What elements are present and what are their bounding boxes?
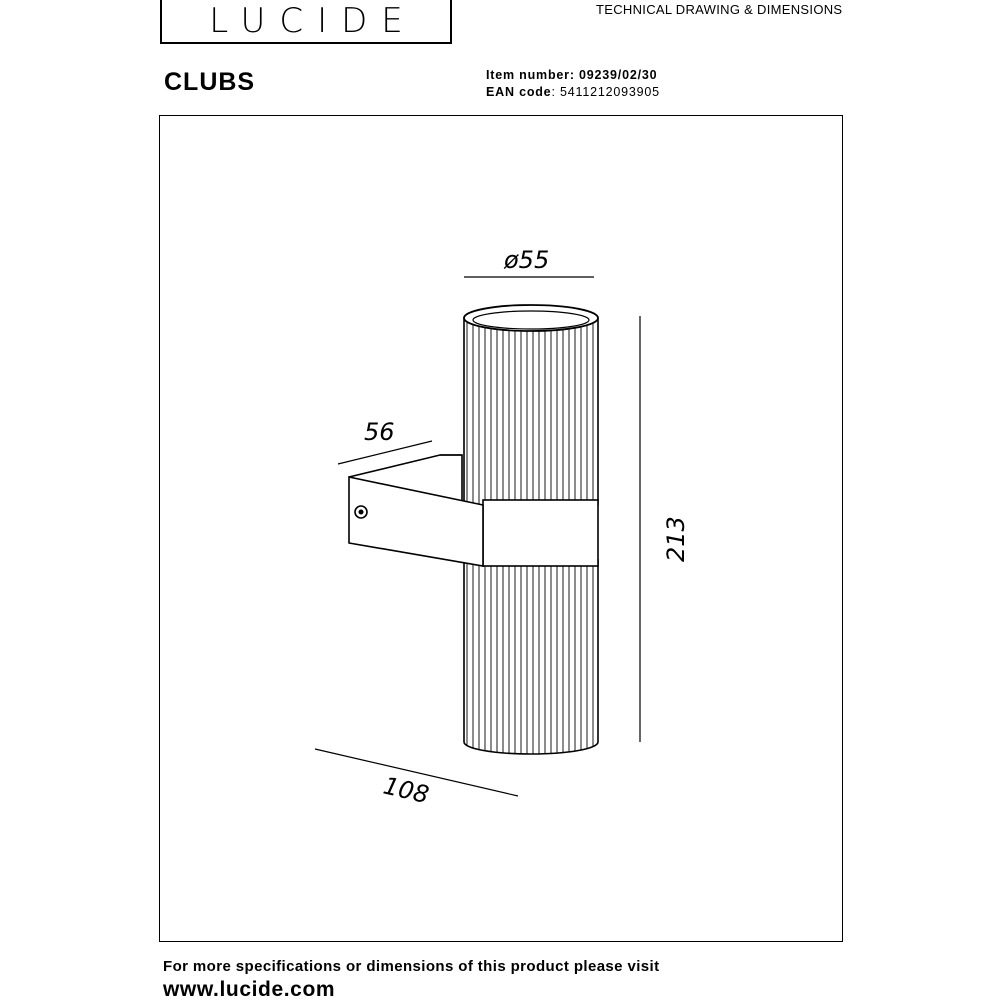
mount-depth-label: 56: [364, 418, 395, 446]
central-band: [483, 500, 598, 566]
upper-cylinder: [464, 305, 598, 505]
total-depth-label: 108: [380, 771, 432, 810]
brand-logo: LUCIDE: [160, 0, 452, 44]
footer-note: For more specifications or dimensions of this product please visit: [163, 958, 660, 975]
footer-url[interactable]: www.lucide.com: [163, 978, 336, 1001]
ean-code-value: : 5411212093905: [551, 85, 660, 99]
item-number-label: Item number: [486, 68, 570, 82]
height-label: 213: [662, 516, 690, 562]
product-name: CLUBS: [164, 68, 256, 96]
diameter-label: ø55: [504, 246, 550, 274]
wall-bracket: [349, 455, 483, 566]
drawing-header-title: TECHNICAL DRAWING & DIMENSIONS: [596, 2, 843, 17]
item-number-value: : 09239/02/30: [569, 68, 658, 82]
ean-code-label: EAN code: [486, 85, 552, 99]
lower-cylinder: [464, 560, 598, 754]
